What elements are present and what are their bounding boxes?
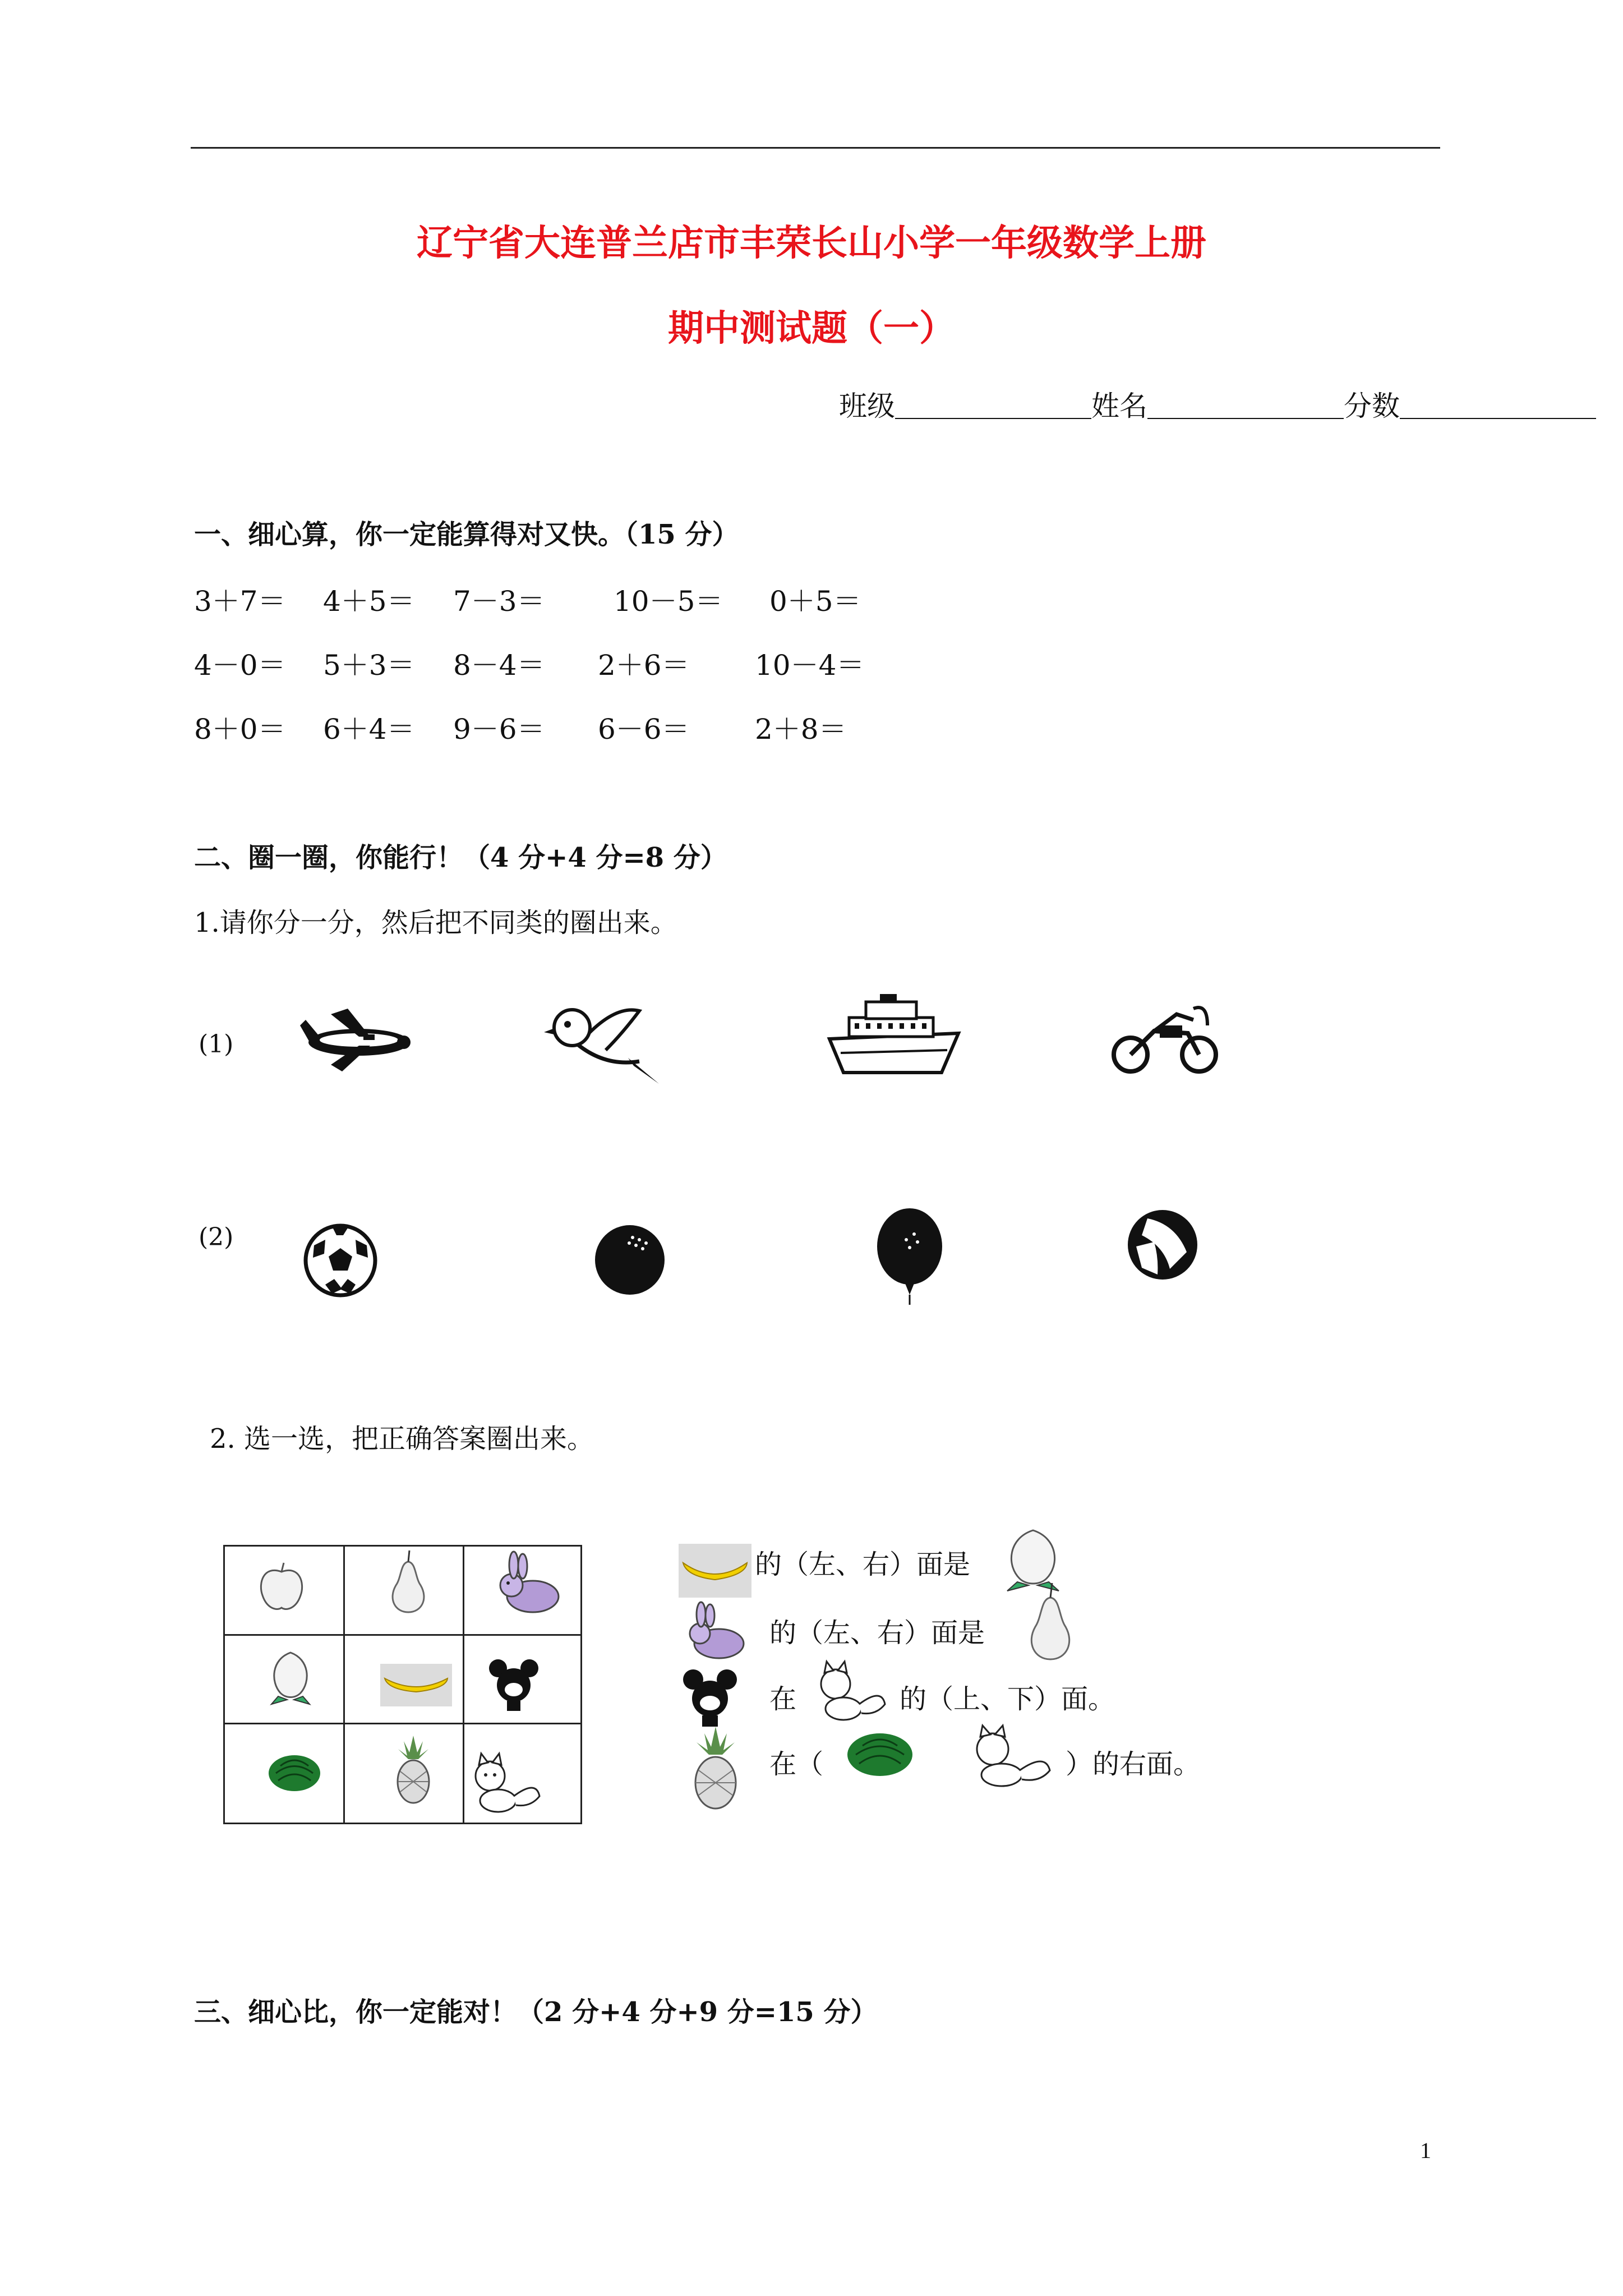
airplane-icon[interactable] <box>297 997 415 1076</box>
banana-icon <box>679 1544 751 1598</box>
student-info: 班级＿＿＿＿＿＿＿姓名＿＿＿＿＿＿＿分数＿＿＿＿＿＿＿ <box>839 390 1596 422</box>
row-label: (1) <box>199 1030 234 1059</box>
row-label: (2) <box>199 1223 234 1251</box>
soccer-ball-icon[interactable] <box>303 1223 378 1298</box>
header-rule <box>191 147 1440 149</box>
ship-icon[interactable] <box>827 994 961 1078</box>
q2-line-4-post: ）的右面。 <box>1066 1749 1201 1780</box>
rabbit-icon <box>679 1603 749 1662</box>
pear-icon <box>1026 1582 1075 1662</box>
page-subtitle: 期中测试题（一） <box>668 307 955 349</box>
fox-icon <box>969 1723 1053 1787</box>
question-2-text: 2. 选一选，把正确答案圈出来。 <box>210 1423 594 1455</box>
watermelon-icon[interactable] <box>267 1754 322 1793</box>
equation: 6＋4＝ <box>323 713 415 746</box>
equation: 7－3＝ <box>453 585 545 618</box>
equation: 3＋7＝ <box>194 585 286 618</box>
equation: 4－0＝ <box>194 649 286 682</box>
question-1-text: 1.请你分一分，然后把不同类的圈出来。 <box>194 907 677 938</box>
apple-icon[interactable] <box>258 1561 305 1612</box>
mickey-icon <box>682 1668 738 1728</box>
q2-line-4-pre: 在（ <box>769 1749 824 1780</box>
mickey-icon[interactable] <box>488 1658 540 1712</box>
rabbit-icon[interactable] <box>488 1554 566 1616</box>
section3-heading: 三、细心比，你一定能对！（2 分+4 分+9 分=15 分） <box>194 1996 878 2028</box>
equation: 10－5＝ <box>614 585 723 618</box>
equation: 5＋3＝ <box>323 649 415 682</box>
peach-icon[interactable] <box>267 1648 314 1706</box>
equation: 6－6＝ <box>598 713 690 746</box>
section1-heading: 一、细心算，你一定能算得对又快。（15 分） <box>194 519 739 550</box>
equation: 4＋5＝ <box>323 585 415 618</box>
ball-icon[interactable] <box>593 1221 666 1299</box>
equation: 0＋5＝ <box>769 585 861 618</box>
q2-line-3-pre: 在 <box>769 1683 797 1715</box>
pineapple-icon[interactable] <box>393 1736 434 1805</box>
watermelon-icon <box>846 1731 914 1778</box>
pineapple-icon <box>688 1727 744 1811</box>
fox-icon[interactable] <box>469 1751 543 1813</box>
equation: 10－4＝ <box>755 649 865 682</box>
page-title: 辽宁省大连普兰店市丰荣长山小学一年级数学上册 <box>417 222 1206 264</box>
pear-icon[interactable] <box>388 1549 428 1614</box>
equation: 2＋6＝ <box>598 649 690 682</box>
fox-icon <box>814 1659 888 1721</box>
equation: 8＋0＝ <box>194 713 286 746</box>
section2-heading: 二、圈一圈，你能行！（4 分+4 分=8 分） <box>194 842 727 873</box>
equation: 9－6＝ <box>453 713 545 746</box>
volleyball-icon[interactable] <box>1125 1207 1200 1282</box>
page-number: 1 <box>1420 2138 1431 2163</box>
bird-icon[interactable] <box>544 1000 662 1089</box>
q2-line-1: 的（左、右）面是 <box>755 1549 971 1580</box>
balloon-icon[interactable] <box>875 1206 944 1306</box>
banana-icon[interactable] <box>380 1664 452 1706</box>
motorcycle-icon[interactable] <box>1109 992 1219 1075</box>
equation: 2＋8＝ <box>755 713 847 746</box>
equation: 8－4＝ <box>453 649 545 682</box>
q2-line-3-post: 的（上、下）面。 <box>900 1683 1115 1715</box>
q2-line-2: 的（左、右）面是 <box>769 1617 985 1649</box>
